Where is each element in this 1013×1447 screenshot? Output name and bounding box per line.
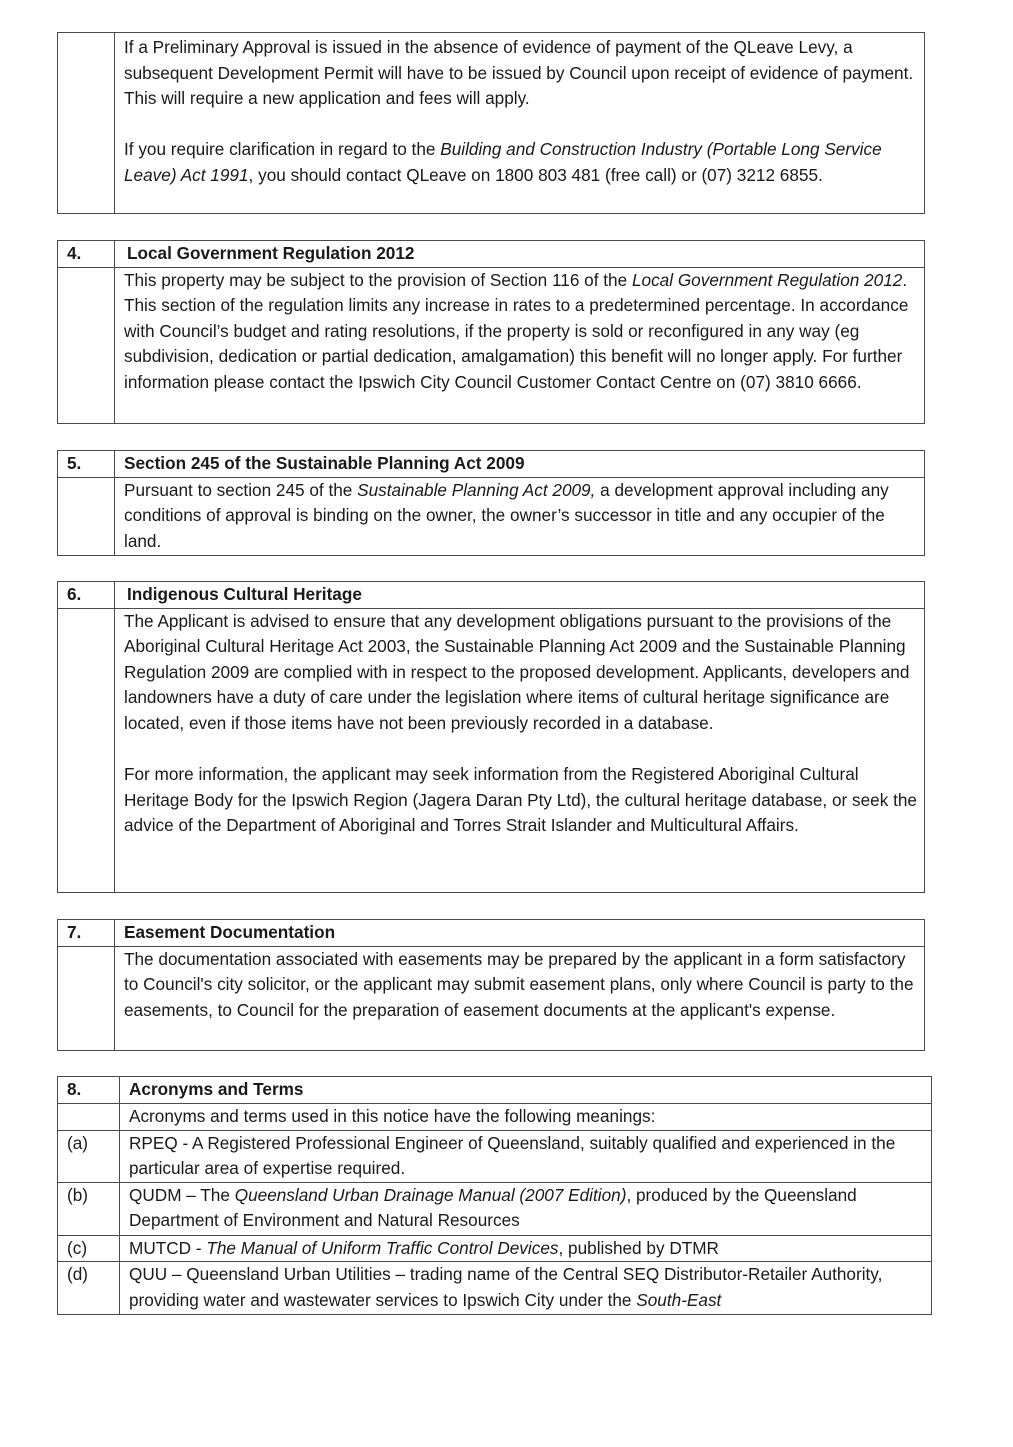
- section-4: [57, 240, 925, 424]
- section-number: 8.: [58, 1077, 120, 1104]
- term-definition: QUU – Queensland Urban Utilities – trading name of the Central SEQ Distributor-Retailer Authority, providing water and wastewater services to Ipswich City under the South-East: [120, 1262, 932, 1314]
- act-title: Building and Construction Industry (Portable Long Service Leave) Act 1991: [124, 139, 882, 185]
- section-3-continuation: [57, 32, 925, 214]
- section-number: 5.: [58, 451, 115, 478]
- section-body: This property may be subject to the provision of Section 116 of the Local Government Regulation 2012. This section of the regulation limits any increase in rates to a predetermined percentage. In accordance with Council’s budget and rating resolutions, if the property is sold or reconfigured in any way (eg subdivision, dedication or partial dedication, amalgamation) this benefit will no longer apply. For further information please contact the Ipswich City Council Customer Contact Centre on (07) 3810 6666.: [115, 267, 925, 423]
- section-3-number-cell: [58, 33, 115, 214]
- section-title: Local Government Regulation 2012: [115, 241, 925, 268]
- section-5: [57, 450, 925, 556]
- term-label: (d): [58, 1262, 120, 1314]
- term-definition: MUTCD - The Manual of Uniform Traffic Control Devices, published by DTMR: [120, 1235, 932, 1262]
- section-title: Easement Documentation: [115, 920, 925, 947]
- section-8: [57, 1076, 932, 1315]
- section-title: Acronyms and Terms: [120, 1077, 932, 1104]
- term-label: (b): [58, 1182, 120, 1235]
- section-body: Pursuant to section 245 of the Sustainable Planning Act 2009, a development approval including any conditions of approval is binding on the owner, the owner’s successor in title and any occupier of the land.: [115, 477, 925, 555]
- section-number: 6.: [58, 582, 115, 609]
- section-3-body: [115, 33, 925, 214]
- term-label: (a): [58, 1130, 120, 1182]
- term-definition: QUDM – The Queensland Urban Drainage Manual (2007 Edition), produced by the Queensland Department of Environment and Natural Resources: [120, 1182, 932, 1235]
- term-label: (c): [58, 1235, 120, 1262]
- section-title: Section 245 of the Sustainable Planning Act 2009: [115, 451, 925, 478]
- clarification-paragraph: If you require clarification in regard to the Building and Construction Industry (Portable Long Service Leave) Act 1991, you should contact QLeave on 1800 803 481 (free call) or (07) 3212 6855.: [124, 139, 882, 185]
- section-body: The Applicant is advised to ensure that any development obligations pursuant to the provisions of the Aboriginal Cultural Heritage Act 2003, the Sustainable Planning Act 2009 and the Sustainable Planning Regulation 2009 are complied with in respect to the proposed development. Applicants, developers and landowners have a duty of care under the legislation where items of cultural heritage significance are located, even if those items have not been previously recorded in a database. For more information, the applicant may seek information from the Registered Aboriginal Cultural Heritage Body for the Ipswich Region (Jagera Daran Pty Ltd), the cultural heritage database, or seek the advice of the Department of Aboriginal and Torres Strait Islander and Multicultural Affairs.: [115, 608, 925, 892]
- section-body: The documentation associated with easements may be prepared by the applicant in a form satisfactory to Council's city solicitor, or the applicant may submit easement plans, only where Council is party to the easements, to Council for the preparation of easement documents at the applicant's expense.: [115, 946, 925, 1050]
- section-number: 7.: [58, 920, 115, 947]
- section-7: [57, 919, 925, 1051]
- qleave-paragraph: If a Preliminary Approval is issued in the absence of evidence of payment of the QLeave Levy, a subsequent Development Permit will have to be issued by Council upon receipt of evidence of payment. This will require a new application and fees will apply.: [124, 37, 914, 109]
- term-definition: RPEQ - A Registered Professional Engineer of Queensland, suitably qualified and experienced in the particular area of expertise required.: [120, 1130, 932, 1182]
- section-6: [57, 581, 925, 893]
- section-number: 4.: [58, 241, 115, 268]
- acronyms-intro: Acronyms and terms used in this notice have the following meanings:: [120, 1104, 932, 1131]
- section-title: Indigenous Cultural Heritage: [115, 582, 925, 609]
